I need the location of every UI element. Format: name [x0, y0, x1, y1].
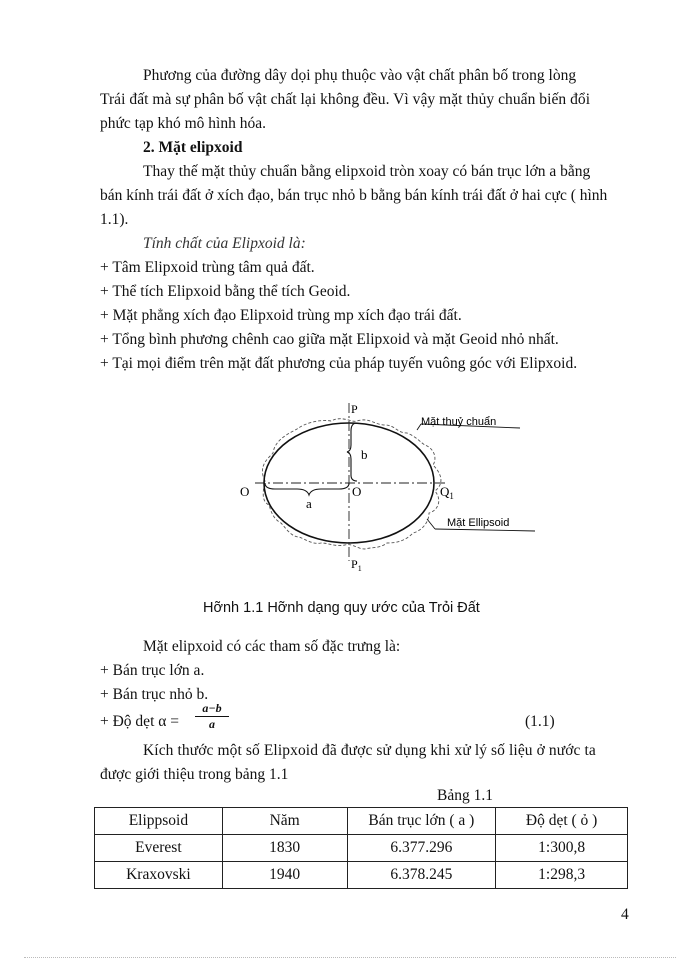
property-item: + Tại mọi điểm trên mặt đất phương của pháp tuyến vuông góc với Elipxoid. [100, 355, 578, 372]
paragraph-1-line-1: Phương của đường dây dọi phụ thuộc vào vật chất phân bố trong lòng [143, 67, 577, 84]
properties-title: Tính chất của Elipxoid là: [143, 235, 306, 252]
label-o-left: O [240, 484, 250, 499]
table-header-cell: Bán trục lớn ( a ) [347, 808, 496, 835]
property-item: + Mặt phẳng xích đạo Elipxoid trùng mp xích đạo trái đất. [100, 307, 462, 324]
figure-caption: Hỡnh 1.1 Hỡnh dạng quy ước của Trỏi Đất [203, 600, 480, 616]
fraction-denominator: a [209, 717, 215, 731]
property-item: + Tổng bình phương chênh cao giữa mặt Elipxoid và mặt Geoid nhỏ nhất. [100, 331, 559, 348]
paragraph-1-line-3: phức tạp khó mô hình hóa. [100, 115, 266, 132]
table-intro-line-2: được giới thiệu trong bảng 1.1 [100, 766, 289, 783]
table-cell: 1940 [222, 862, 347, 889]
ellipsoid-table [94, 807, 628, 889]
section-heading: 2. Mặt elipxoid [143, 139, 243, 156]
table-row [95, 835, 628, 862]
table-cell: Kraxovski [95, 862, 223, 889]
table-cell: 1:300,8 [496, 835, 628, 862]
label-q1: $Q_1$ [440, 484, 454, 501]
label-o-center: O [352, 484, 362, 499]
ellipsoid-leader-line [427, 519, 435, 529]
paragraph-2-line-2: bán kính trái đất ở xích đạo, bán trục nhỏ b bằng bán kính trái đất ở hai cực ( hình [100, 187, 608, 204]
label-ellipsoid: Mặt Ellipsoid [447, 517, 510, 529]
table-intro-line-1: Kích thước một số Elipxoid đã được sử dụng khi xử lý số liệu ở nước ta [143, 742, 596, 759]
params-intro: Mặt elipxoid có các tham số đặc trưng là: [143, 638, 401, 655]
table-row [95, 862, 628, 889]
table-header-cell: Năm [222, 808, 347, 835]
equation-number: (1.1) [525, 713, 555, 730]
table-header-row [95, 808, 628, 835]
fraction-numerator: a−b [195, 701, 229, 717]
table-title: Bảng 1.1 [437, 787, 493, 804]
paragraph-2-line-1: Thay thế mặt thủy chuẩn bằng elipxoid tròn xoay có bán trục lớn a bằng [143, 163, 591, 180]
table-cell: 6.378.245 [347, 862, 496, 889]
label-p: P [351, 402, 358, 416]
label-a: a [306, 496, 312, 511]
table-cell: 6.377.296 [347, 835, 496, 862]
paragraph-2-line-3: 1.1). [100, 211, 129, 228]
property-item: + Tâm Elipxoid trùng tâm quả đất. [100, 259, 315, 276]
page-bottom-rule [24, 957, 676, 958]
table-cell: Everest [95, 835, 223, 862]
table-header-cell: Elippsoid [95, 808, 223, 835]
flattening-prefix: + Độ dẹt α = [100, 713, 179, 730]
b-brace [347, 423, 357, 481]
paragraph-1-line-2: Trái đất mà sự phân bố vật chất lại không đều. Vì vậy mặt thủy chuẩn biến đổi [100, 91, 591, 108]
page-number: 4 [621, 906, 629, 923]
label-geoid: Mặt thuỷ chuẩn [421, 416, 497, 428]
property-item: + Thể tích Elipxoid bằng thể tích Geoid. [100, 283, 351, 300]
label-p1: $P_1$ [351, 557, 362, 573]
a-brace [265, 483, 349, 495]
param-item-b: + Bán trục nhỏ b. [100, 686, 209, 703]
ellipsoid-figure [235, 395, 555, 580]
table-cell: 1830 [222, 835, 347, 862]
flattening-fraction [195, 701, 229, 732]
table-cell: 1:298,3 [496, 862, 628, 889]
table-header-cell: Độ dẹt ( ỏ ) [496, 808, 628, 835]
param-item-a: + Bán trục lớn a. [100, 662, 205, 679]
label-b: b [361, 447, 368, 462]
